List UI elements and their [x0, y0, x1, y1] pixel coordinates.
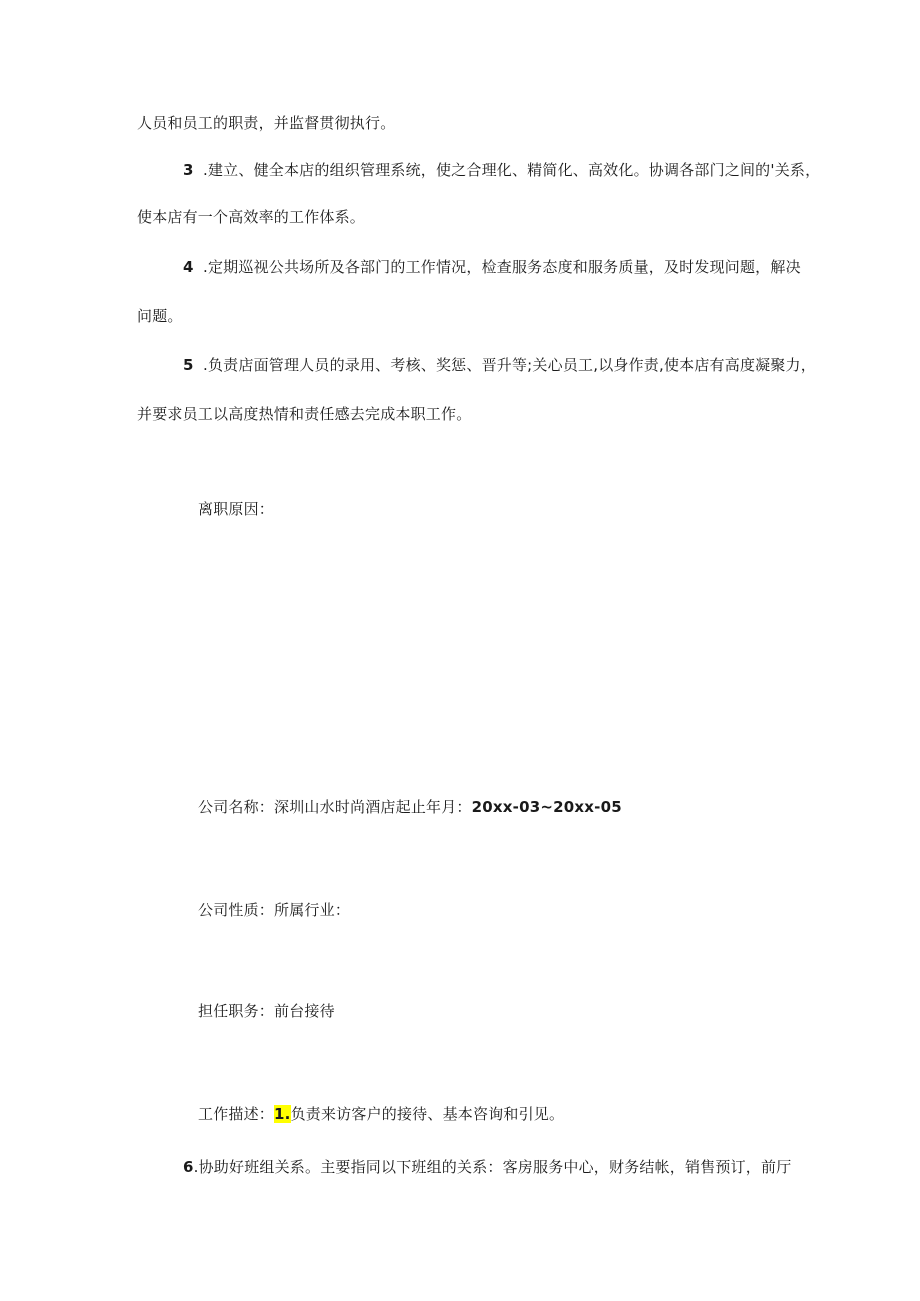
item-text: .定期巡视公共场所及各部门的工作情况，检查服务态度和服务质量，及时发现问题，解决	[203, 258, 801, 276]
duty-item-5-wrap	[137, 404, 471, 424]
duty-text-line	[137, 113, 395, 133]
item-text: .建立、健全本店的组织管理系统，使之合理化、精简化、高效化。协调各部门之间的'关系，	[203, 161, 821, 179]
field-label: 担任职务：	[198, 1002, 275, 1020]
item-text: 并要求员工以高度热情和责任感去完成本职工作。	[137, 405, 472, 423]
field-label: 工作描述：	[198, 1105, 275, 1123]
item-number: 3	[183, 161, 194, 179]
duty-item-3-wrap	[137, 207, 365, 227]
duty-item-5	[183, 355, 816, 375]
item-text: .协助好班组关系。主要指同以下班组的关系：客房服务中心，财务结帐，销售预订，前厅	[193, 1158, 792, 1176]
duty-item-4-wrap	[137, 306, 183, 326]
job-description-row	[198, 1104, 564, 1124]
resignation-reason	[198, 499, 274, 519]
highlighted-item-number: 1.	[274, 1105, 291, 1123]
duty-item-4	[183, 257, 801, 277]
field-label: 起止年月：	[395, 798, 472, 816]
position-value: 前台接待	[274, 1002, 335, 1020]
company-name-value: 深圳山水时尚酒店	[274, 798, 396, 816]
field-label: 公司名称：	[198, 798, 275, 816]
job-item-6	[183, 1157, 791, 1177]
field-label: 公司性质：	[198, 901, 275, 919]
item-text: 问题。	[137, 307, 183, 325]
field-label: 离职原因：	[198, 500, 275, 518]
item-number: 4	[183, 258, 194, 276]
company-name-row	[198, 797, 622, 817]
description-text: 负责来访客户的接待、基本咨询和引见。	[290, 1105, 565, 1123]
period-value: 20xx-03~20xx-05	[471, 798, 622, 816]
company-nature-row	[198, 900, 350, 920]
item-number: 5	[183, 356, 194, 374]
item-number: 6	[183, 1158, 194, 1176]
position-row	[198, 1001, 335, 1021]
item-text: .负责店面管理人员的录用、考核、奖惩、晋升等;关心员工,以身作责,使本店有高度凝聚力，	[203, 356, 816, 374]
duty-item-3	[183, 160, 820, 180]
item-text: 使本店有一个高效率的工作体系。	[137, 208, 366, 226]
duty-continuation: 人员和员工的职责，并监督贯彻执行。	[137, 114, 396, 132]
field-label: 所属行业：	[274, 901, 351, 919]
